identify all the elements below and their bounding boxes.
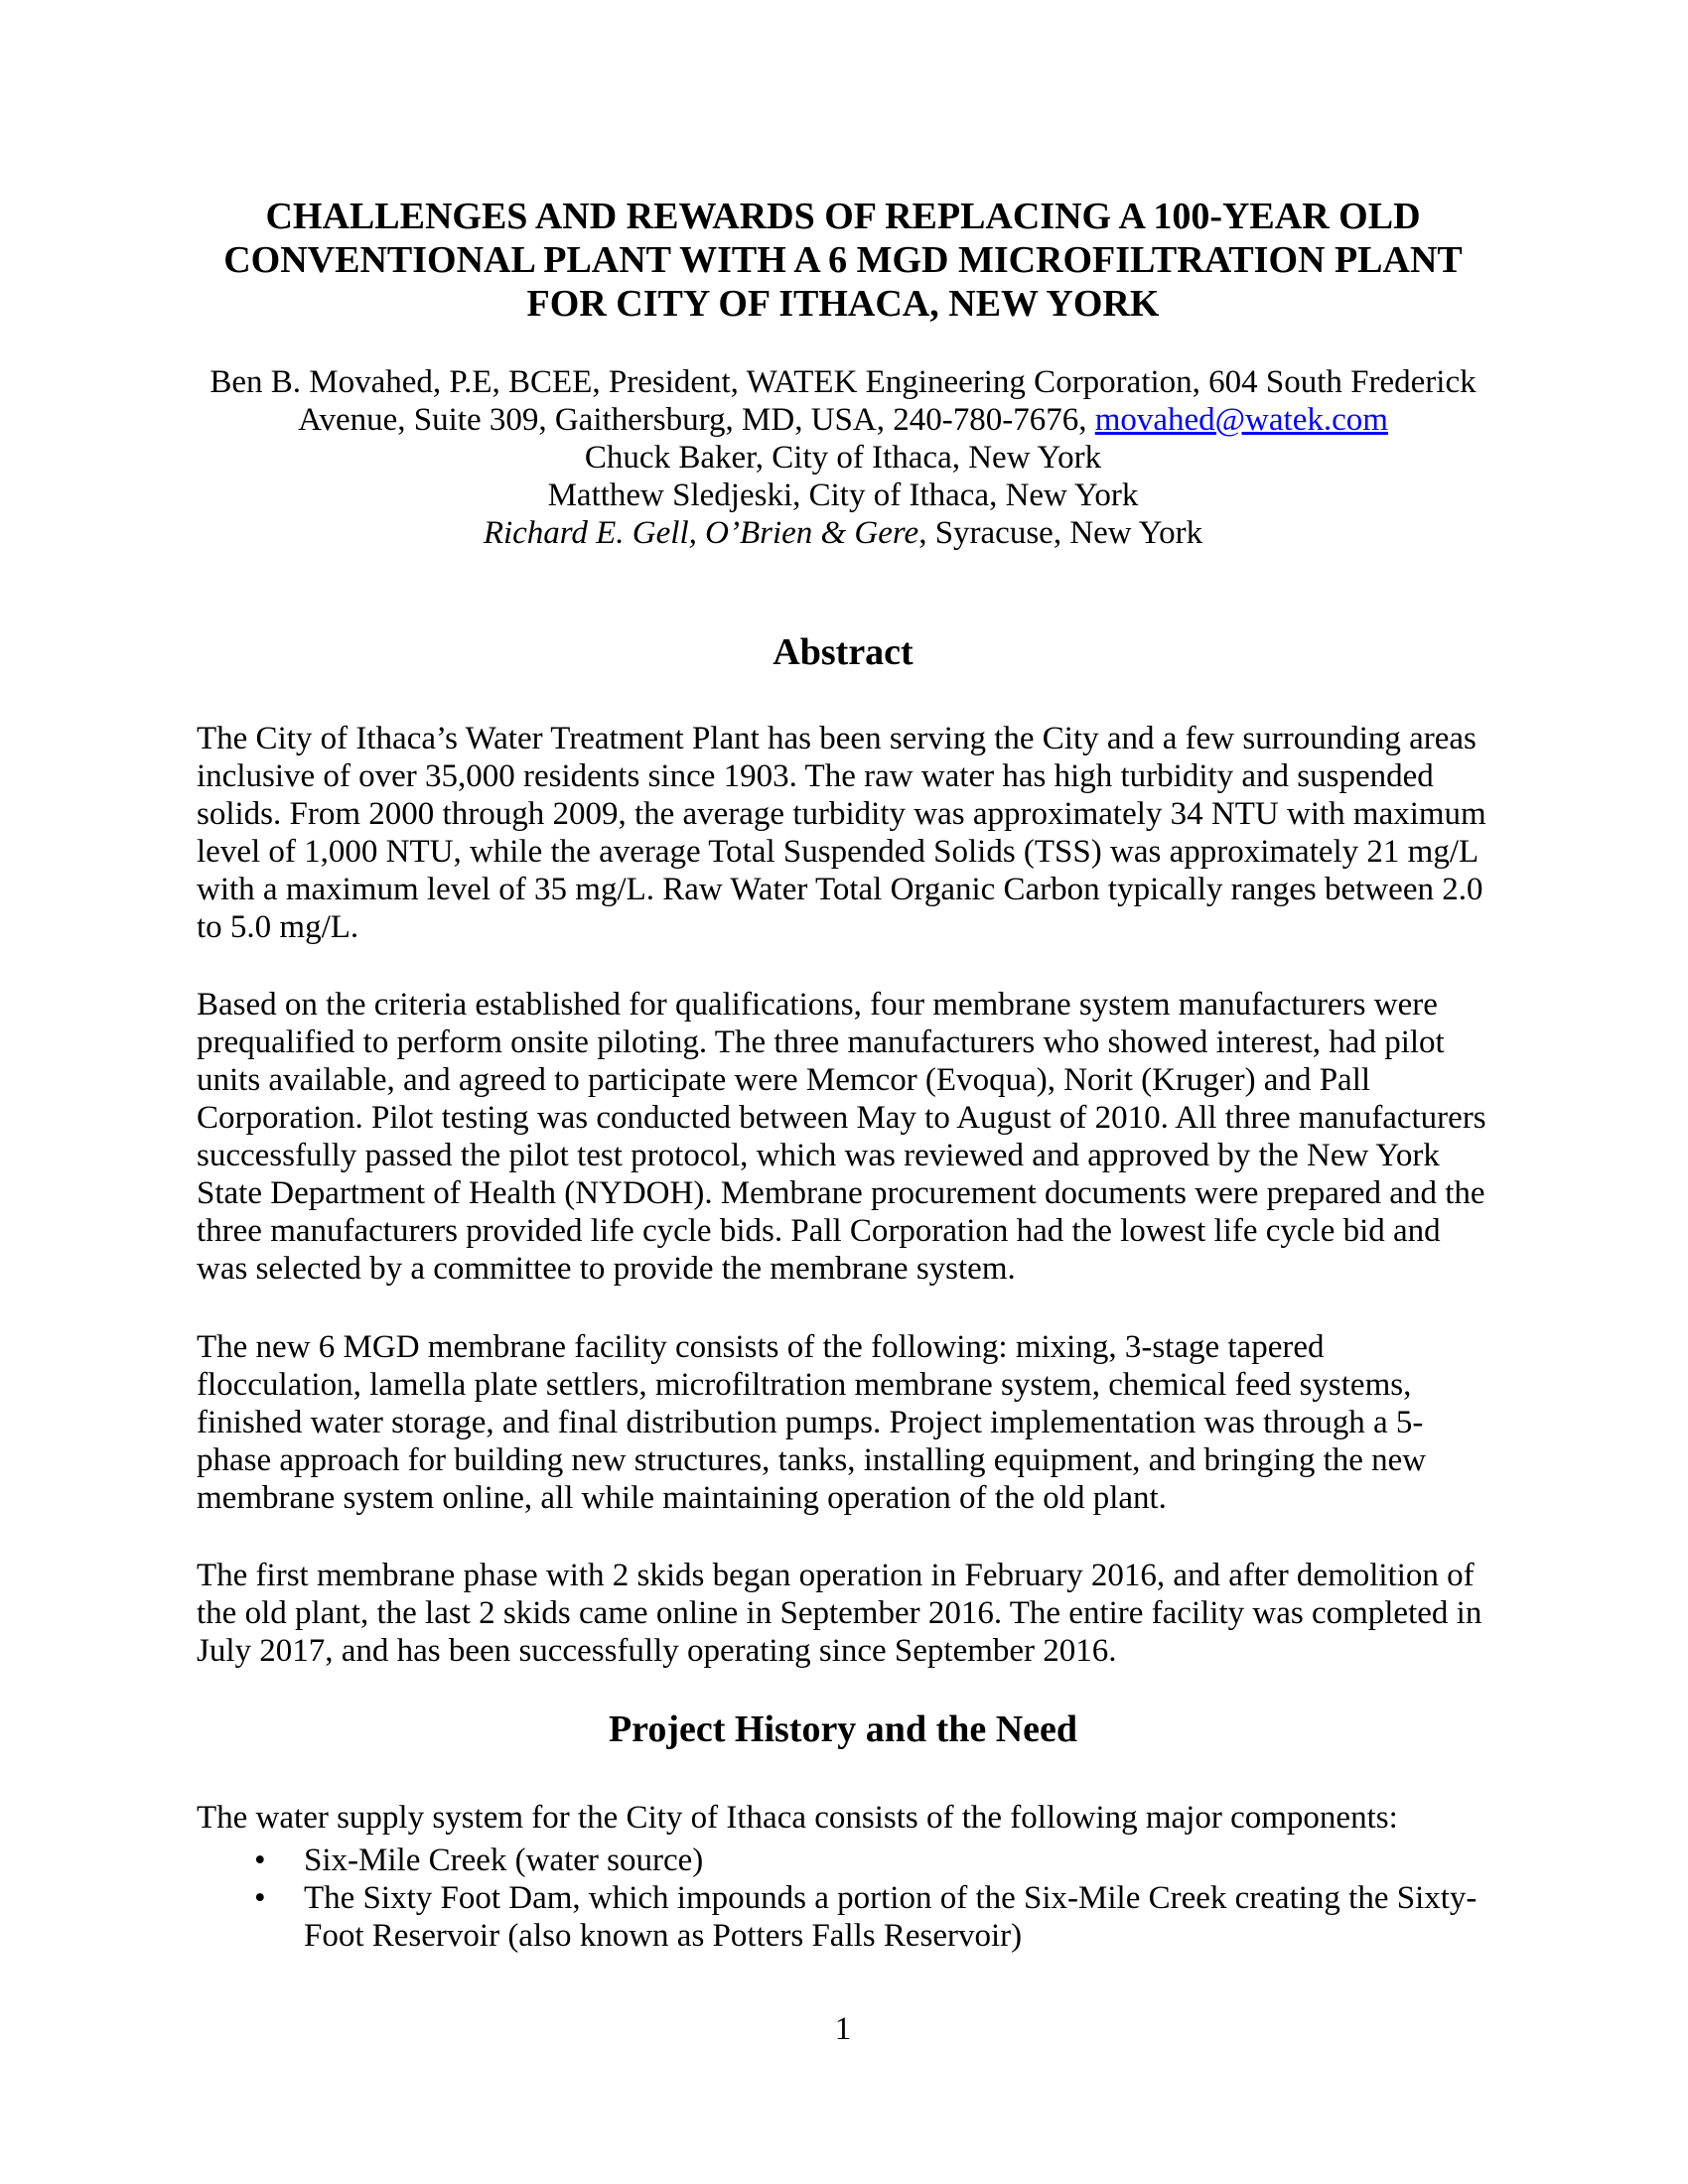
paper-title-line-1: CHALLENGES AND REWARDS OF REPLACING A 100-YEAR OLD	[265, 196, 1421, 237]
page-number: 1	[834, 2011, 852, 2047]
abstract-paragraph-3: The new 6 MGD membrane facility consists of the following: mixing, 3-stage tapered flocculation, lamella plate settlers, microfiltration membrane system, chemical feed systems, finished water storage, and final distribution pumps. Project implementation was through a 5-phase approach for building new structures, tanks, installing equipment, and bringing the new membrane system online, all while maintaining operation of the old plant.	[197, 1329, 1427, 1516]
section-heading-project-history: Project History and the Need	[608, 1708, 1078, 1750]
author-line-5	[197, 514, 1489, 552]
author-line-4: Matthew Sledjeski, City of Ithaca, New York	[547, 478, 1139, 513]
list-item	[197, 1879, 1489, 1955]
list-item	[197, 1842, 1489, 1879]
author-line-2-text: Avenue, Suite 309, Gaithersburg, MD, USA, 240-780-7676,	[298, 402, 1095, 438]
paper-title-line-2: CONVENTIONAL PLANT WITH A 6 MGD MICROFILTRATION PLANT	[223, 239, 1463, 281]
bullet-icon: •	[254, 1880, 266, 1916]
paper-title-line-3: FOR CITY OF ITHACA, NEW YORK	[526, 283, 1160, 325]
author-block	[197, 363, 1489, 552]
author-line-5-italic: Richard E. Gell, O’Brien & Gere	[483, 515, 919, 551]
bullet-icon: •	[254, 1843, 266, 1878]
section-intro-paragraph: The water supply system for the City of Ithaca consists of the following major components:	[197, 1800, 1398, 1836]
abstract-paragraph-4: The first membrane phase with 2 skids began operation in February 2016, and after demolition of the old plant, the last 2 skids came online in September 2016. The entire facility was completed in July 2017, and has been successfully operating since September 2016.	[197, 1558, 1482, 1669]
author-line-1: Ben B. Movahed, P.E, BCEE, President, WATEK Engineering Corporation, 604 South Frederick	[210, 364, 1477, 400]
abstract-paragraph-2: Based on the criteria established for qualifications, four membrane system manufacturers were prequalified to perform onsite piloting. The three manufacturers who showed interest, had pilot units available, and agreed to participate were Memcor (Evoqua), Norit (Kruger) and Pall Corporation. Pilot testing was conducted between May to August of 2010. All three manufacturers successfully passed the pilot test protocol, which was reviewed and approved by the New York State Department of Health (NYDOH). Membrane procurement documents were prepared and the three manufacturers provided life cycle bids. Pall Corporation had the lowest life cycle bid and was selected by a committee to provide the membrane system.	[197, 987, 1486, 1287]
list-item-text: The Sixty Foot Dam, which impounds a portion of the Six-Mile Creek creating the Sixty-Foot Reservoir (also known as Potters Falls Reservoir)	[304, 1880, 1477, 1954]
abstract-heading: Abstract	[773, 631, 914, 673]
list-item-text: Six-Mile Creek (water source)	[304, 1843, 704, 1878]
paper-title	[197, 195, 1489, 326]
abstract-paragraph-1: The City of Ithaca’s Water Treatment Plant has been serving the City and a few surrounding areas inclusive of over 35,000 residents since 1903. The raw water has high turbidity and suspended solids. From 2000 through 2009, the average turbidity was approximately 34 NTU with maximum level of 1,000 NTU, while the average Total Suspended Solids (TSS) was approximately 21 mg/L with a maximum level of 35 mg/L. Raw Water Total Organic Carbon typically ranges between 2.0 to 5.0 mg/L.	[197, 721, 1486, 945]
components-bullet-list	[197, 1842, 1489, 1955]
author-line-5-rest: , Syracuse, New York	[918, 515, 1203, 551]
email-link[interactable]: movahed@watek.com	[1094, 402, 1388, 438]
author-line-3: Chuck Baker, City of Ithaca, New York	[584, 440, 1102, 476]
author-line-2	[197, 401, 1489, 439]
